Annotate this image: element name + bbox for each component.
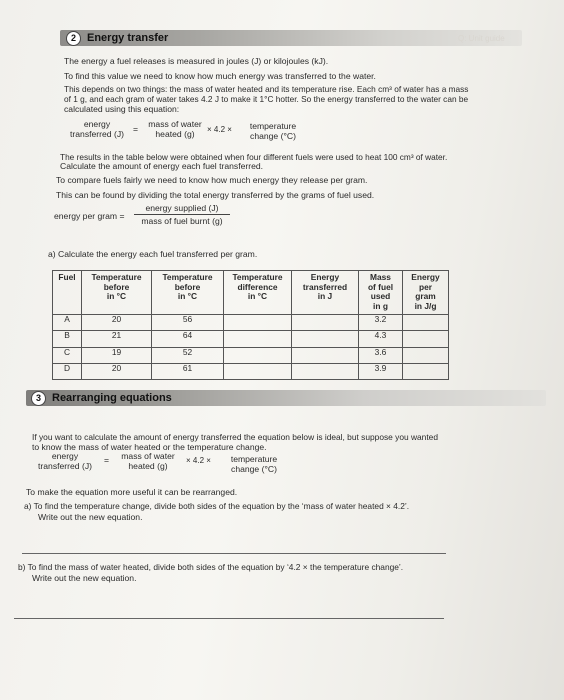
intro-line-2: To find this value we need to know how much energy was transferred to the water. — [64, 71, 376, 81]
temp-top: temperature — [230, 454, 278, 464]
table-cell-energy-per-gram[interactable] — [403, 363, 449, 379]
mass-bottom: heated (g) — [155, 129, 195, 139]
table-cell-mass: 3.2 — [359, 315, 403, 331]
results-table — [52, 270, 449, 380]
table-cell-fuel: B — [53, 331, 82, 347]
table-cell-mass: 3.9 — [359, 363, 403, 379]
table-cell-before: 20 — [82, 363, 152, 379]
compare-line-1: To compare fuels fairly we need to know how much energy they release per gram. — [56, 175, 368, 185]
equation-energy-term — [62, 119, 132, 139]
per-gram-numerator: energy supplied (J) — [145, 203, 219, 213]
table-cell-energy[interactable] — [292, 363, 359, 379]
mass-bottom: heated (g) — [128, 461, 168, 471]
results-line-2: Calculate the amount of energy each fuel transferred. — [60, 161, 264, 171]
header-temp-second: Temperature before in °C — [152, 271, 224, 315]
per-gram-denominator: mass of fuel burnt (g) — [141, 216, 223, 226]
energy-top: energy — [51, 451, 79, 461]
table-cell-after: 56 — [152, 315, 224, 331]
table-row — [53, 315, 449, 331]
header-energy-per-gram: Energy per gram in J/g — [403, 271, 449, 315]
table-cell-before: 19 — [82, 347, 152, 363]
table-cell-before: 21 — [82, 331, 152, 347]
section-2-number: 2 — [66, 31, 81, 46]
energy-top: energy — [83, 119, 111, 129]
table-cell-mass: 4.3 — [359, 331, 403, 347]
section-3-intro-1: If you want to calculate the amount of energy transferred the equation below is ideal, but suppose you wanted — [32, 432, 438, 442]
faint-header-text: Q: Unit guide — [458, 34, 505, 43]
temp-bottom: change (°C) — [250, 131, 296, 141]
table-cell-energy[interactable] — [292, 347, 359, 363]
intro-line-5: calculated using this equation: — [64, 104, 180, 114]
intro-line-4: of 1 g, and each gram of water takes 4.2 J to make it 1°C hotter. So the energy transferred to the water can be — [64, 94, 469, 104]
question-3a-line-2: Write out the new equation. — [38, 512, 143, 522]
section-2-title: Energy transfer — [87, 32, 169, 44]
intro-line-1: The energy a fuel releases is measured in joules (J) or kilojoules (kJ). — [64, 56, 329, 66]
table-header-row — [53, 271, 449, 315]
equation-2-temperature-term — [220, 454, 288, 474]
question-3a-line-1: a) To find the temperature change, divide both sides of the equation by the ‘mass of water heated × 4.2’. — [24, 501, 410, 511]
per-gram-label: energy per gram = — [54, 211, 125, 221]
table-cell-energy-per-gram[interactable] — [403, 347, 449, 363]
table-cell-energy[interactable] — [292, 315, 359, 331]
header-energy: Energy transferred in J — [292, 271, 359, 315]
question-3b-line-2: Write out the new equation. — [32, 573, 137, 583]
compare-line-2: This can be found by dividing the total energy transferred by the grams of fuel used. — [56, 190, 375, 200]
equation-2-equals: = — [104, 455, 110, 465]
table-cell-difference[interactable] — [224, 347, 292, 363]
equation-2-mass-term — [114, 451, 182, 471]
energy-bottom: transferred (J) — [38, 461, 92, 471]
table-cell-fuel: C — [53, 347, 82, 363]
header-temp-before: Temperature before in °C — [82, 271, 152, 315]
section-3-intro-2: to know the mass of water heated or the temperature change. — [32, 442, 267, 452]
table-cell-difference[interactable] — [224, 315, 292, 331]
header-fuel: Fuel — [53, 271, 82, 315]
table-cell-after: 52 — [152, 347, 224, 363]
energy-bottom: transferred (J) — [70, 129, 124, 139]
table-cell-energy[interactable] — [292, 331, 359, 347]
rearranged-text: To make the equation more useful it can be rearranged. — [26, 487, 238, 497]
table-cell-after: 61 — [152, 363, 224, 379]
equation-temperature-term — [240, 121, 306, 141]
equation-equals: = — [133, 124, 139, 134]
section-3-number: 3 — [31, 391, 46, 406]
per-gram-fraction — [134, 203, 230, 226]
mass-top: mass of water — [148, 119, 202, 129]
results-line-1: The results in the table below were obtained when four different fuels were used to heat 100 cm³ of water. — [60, 152, 448, 162]
table-cell-energy-per-gram[interactable] — [403, 331, 449, 347]
temp-top: temperature — [249, 121, 297, 131]
fraction-bar — [134, 214, 230, 215]
table-cell-after: 64 — [152, 331, 224, 347]
table-cell-fuel: A — [53, 315, 82, 331]
equation-mass-term — [142, 119, 208, 139]
header-mass: Mass of fuel used in g — [359, 271, 403, 315]
question-3b-line-1: b) To find the mass of water heated, divide both sides of the equation by ‘4.2 × the temperature change’. — [18, 562, 404, 572]
table-cell-before: 20 — [82, 315, 152, 331]
table-row — [53, 331, 449, 347]
table-cell-fuel: D — [53, 363, 82, 379]
answer-line-3b[interactable] — [14, 618, 444, 619]
equation-2-constant: × 4.2 × — [186, 456, 211, 465]
table-cell-difference[interactable] — [224, 331, 292, 347]
question-2a: a) Calculate the energy each fuel transferred per gram. — [48, 249, 258, 259]
equation-constant: × 4.2 × — [207, 125, 232, 134]
temp-bottom: change (°C) — [231, 464, 277, 474]
table-cell-difference[interactable] — [224, 363, 292, 379]
table-row — [53, 363, 449, 379]
intro-line-3: This depends on two things: the mass of water heated and its temperature rise. Each cm³ of water has a mass — [64, 84, 469, 94]
equation-2-energy-term — [30, 451, 100, 471]
answer-line-3a[interactable] — [22, 553, 446, 554]
table-cell-energy-per-gram[interactable] — [403, 315, 449, 331]
table-cell-mass: 3.6 — [359, 347, 403, 363]
mass-top: mass of water — [121, 451, 175, 461]
section-3-title: Rearranging equations — [52, 392, 172, 404]
table-row — [53, 347, 449, 363]
header-temp-difference: Temperature difference in °C — [224, 271, 292, 315]
